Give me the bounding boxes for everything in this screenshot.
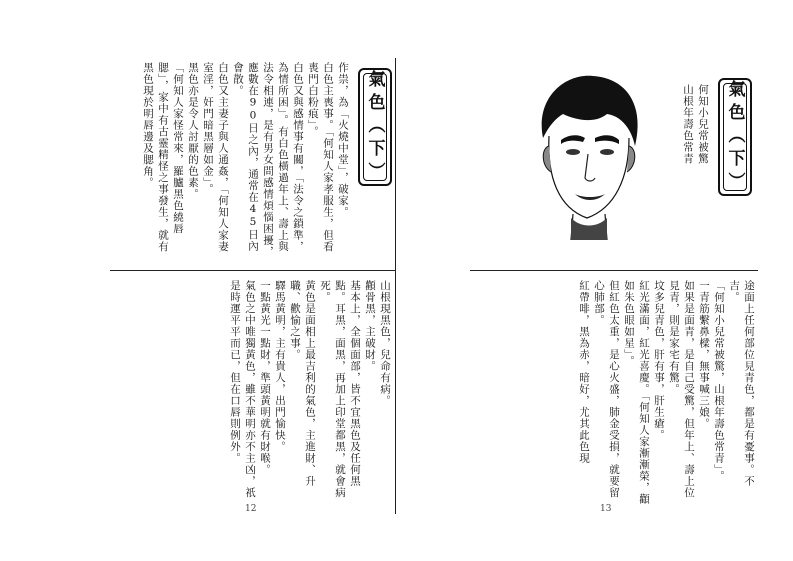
right-page-number: 13 xyxy=(600,504,612,514)
left-lower-text: 山根現黑色，兒命有病。 顴骨黑，主破財。 基本上，全個面部，皆不宜黑色及任何黑點。耳黑，面黑，再加上印堂都黑，就會病死。 黃色是面相上最吉利的氣色，主進財、升職、歡愉之事。 驛馬黃明，主有貴人，出門愉快。 一點黃光一點財，準頭黃明就有財喉。 氣色之中唯獨黃色，雖不華明亦不主凶，祇是時運平平而已，但在口唇則例外。 xyxy=(229,280,391,499)
right-section-title: 氣色（下） xyxy=(718,78,752,196)
left-section-title: 氣色（下） xyxy=(358,68,392,186)
left-page xyxy=(110,58,396,514)
left-section-divider xyxy=(110,270,395,271)
right-page xyxy=(470,58,758,514)
face-portrait-illustration xyxy=(525,68,650,243)
left-upper-text: 作祟，為「火燒中堂」，破家。 白色主喪事。「何知人家孝服生，但看喪門白粉痕」。 白色又與感情事有關，「法令之鎖準，為情所困」。有白色橫過年上、壽上與法令相連，是有男女問感情煩惱困擾，應數在90日之內，通常在45日內會散。 白色又主妻子與人通姦，「何知人家妻室淫，奸門暗黑層如金」。 黑色亦是令人討厭的色素。 「何知人家怪常來，羅臚黑色繞唇腮」，家中有古靈精怪之事發生，就有黑色現於明唇邊及腮角。 xyxy=(142,62,349,258)
right-caption-text: 何知小兒常被驚 山根年壽色常青 xyxy=(682,84,709,165)
right-lower-text: 途面上任何部位見青色，都是有憂事。不吉。 「何知小兒常被驚，山根年壽色常青」。 一青筋繫鼻樑，無事喊三娘。 如果是面青，是自己受驚，但年上、壽上位見青，則是家宅有驚。 坟多兒青色，肝有事，肝生瘡。 紅光滿面，紅光喜慶。「何知人家漸漸榮，顴如朱色眼如星」。 但紅色太重，是心火盛，肺金受損，就要留心肺部。 紅帶啡，黑為赤，暗好，尤其此色現 xyxy=(578,280,755,505)
left-page-number: 12 xyxy=(245,504,257,514)
right-section-divider xyxy=(470,270,758,271)
